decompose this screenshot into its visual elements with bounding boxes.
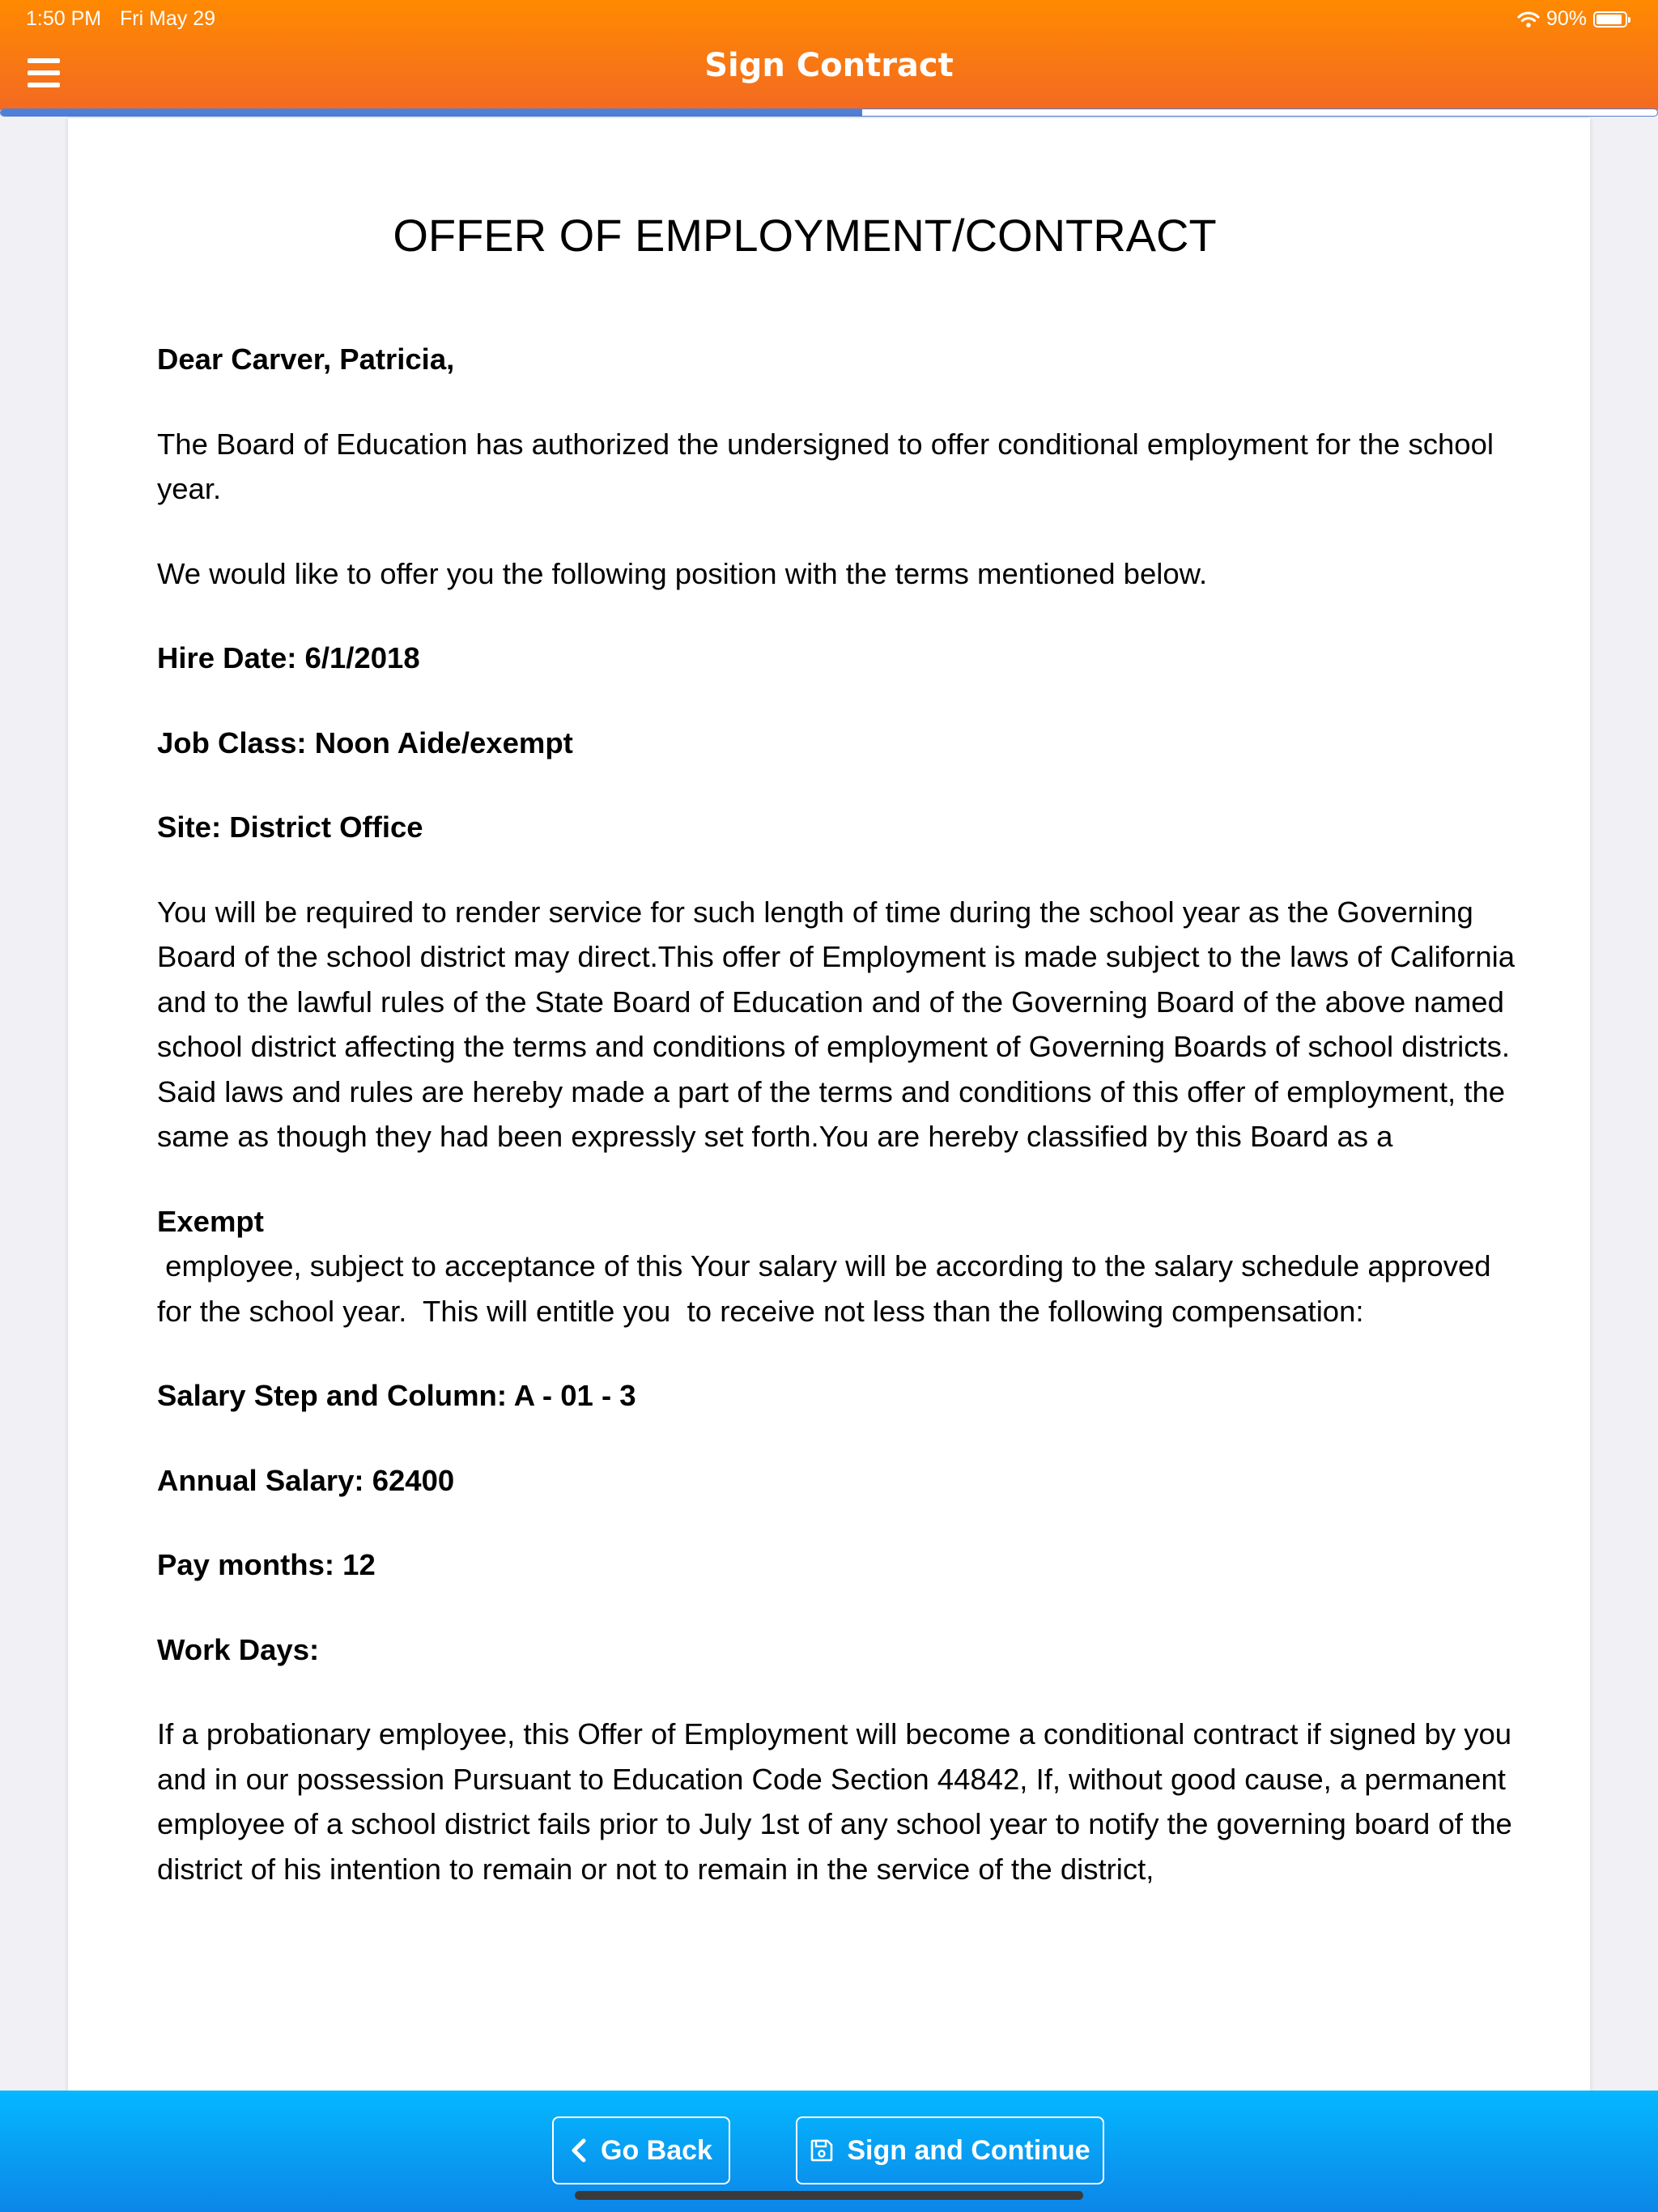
status-bar: [0, 0, 1658, 37]
greeting: Dear Carver, Patricia,: [157, 342, 455, 376]
status-time: 1:50 PM: [26, 7, 102, 30]
classification: Exempt: [157, 1204, 264, 1238]
hire-date: Hire Date: 6/1/2018: [157, 641, 420, 674]
site: Site: District Office: [157, 810, 423, 844]
salary-paragraph: employee, subject to acceptance of this Your salary will be according to the salary schedule approved for the school year. This will entitle you to receive not less than the following compensation:: [157, 1249, 1499, 1328]
document-body: [157, 337, 1533, 1931]
battery-percentage: 90%: [1545, 7, 1587, 30]
offer-paragraph: We would like to offer you the following position with the terms mentioned below.: [157, 556, 1208, 590]
sign-and-continue-label: Sign and Continue: [847, 2134, 1090, 2166]
wifi-icon: [1517, 11, 1540, 28]
document-title: OFFER OF EMPLOYMENT/CONTRACT: [393, 210, 1217, 261]
service-paragraph: You will be required to render service for such length of time during the school year as the Governing Board of the school district may direct.This offer of Employment is made subject to the laws of California and to the lawful rules of the State Board of Education and of the Governing Board of the above named school district affecting the terms and conditions of employment of Governing Boards of school districts. Said laws and rules are hereby made a part of the terms and conditions of this offer of employment, the same as though they had been expressly set forth.You are hereby classified by this Board as a: [157, 895, 1516, 1153]
pay-months: Pay months: 12: [157, 1548, 376, 1581]
go-back-label: Go Back: [601, 2134, 712, 2166]
battery-level: [1596, 15, 1622, 24]
floppy-disk-icon: [810, 2138, 834, 2163]
home-indicator: [575, 2191, 1083, 2200]
go-back-button[interactable]: [552, 2116, 730, 2184]
progress-bar: [0, 108, 1658, 117]
sign-and-continue-button[interactable]: [796, 2116, 1104, 2184]
app-header: [0, 0, 1658, 110]
status-date: Fri May 29: [120, 7, 216, 30]
page-title: Sign Contract: [704, 47, 954, 84]
intro-paragraph: The Board of Education has authorized the undersigned to offer conditional employment for the school year.: [157, 427, 1494, 505]
salary-step: Salary Step and Column: A - 01 - 3: [157, 1379, 636, 1412]
chevron-left-icon: [570, 2138, 588, 2163]
footer-toolbar: [0, 2091, 1658, 2212]
probationary-paragraph: If a probationary employee, this Offer of Employment will become a conditional contract if signed by you and in our possession Pursuant to Education Code Section 44842, If, without good cause, a permanent employee of a school district fails prior to July 1st of any school year to notify the governing board of the district of his intention to remain or not to remain in the service of the district,: [157, 1717, 1512, 1886]
battery-tip: [1628, 17, 1630, 23]
annual-salary: Annual Salary: 62400: [157, 1463, 455, 1497]
job-class: Job Class: Noon Aide/exempt: [157, 725, 573, 759]
progress-bar-fill: [1, 109, 862, 116]
battery-icon: [1593, 11, 1627, 28]
status-indicators: [1517, 7, 1627, 31]
work-days: Work Days:: [157, 1632, 320, 1666]
contract-document[interactable]: [68, 118, 1590, 2094]
